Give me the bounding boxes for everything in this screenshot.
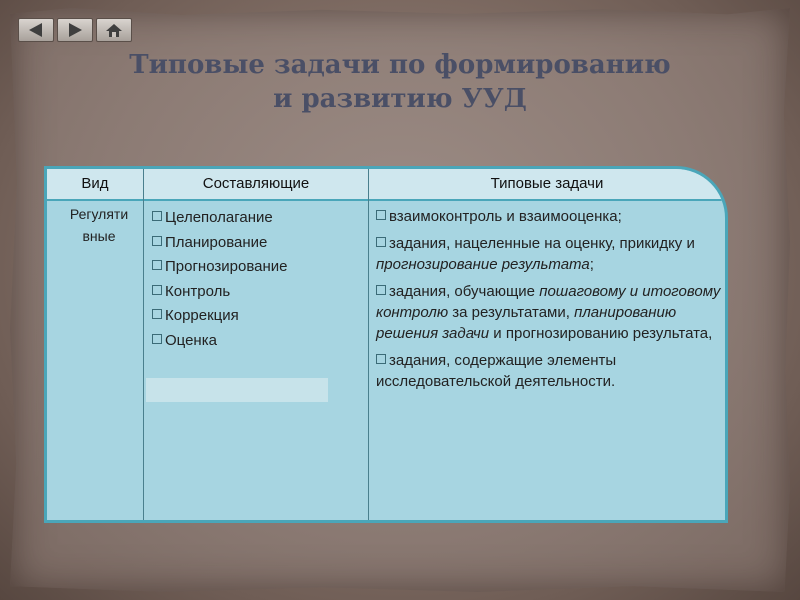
next-slide-button[interactable] [57,18,93,42]
component-label: Прогнозирование [165,258,288,275]
component-item [152,231,287,256]
checkbox-bullet-icon [152,334,162,344]
task-item [376,206,721,227]
task-text: ; [589,256,594,273]
column-divider [368,169,369,520]
task-text: задания, нацеленные на оценку, прикидку и [389,235,695,252]
typical-tasks-list [376,206,721,398]
component-label: Коррекция [165,307,239,324]
tasks-table [44,166,728,523]
checkbox-bullet-icon [152,309,162,319]
home-button[interactable] [96,18,132,42]
components-list [152,206,287,353]
header-components: Составляющие [202,175,310,192]
task-text: задания, обучающие [389,283,540,300]
column-divider [143,169,144,520]
checkbox-bullet-icon [376,237,386,247]
component-label: Целеполагание [165,209,273,226]
slide-title [60,48,740,116]
title-line-2: и развитию УУД [273,84,527,114]
checkbox-bullet-icon [376,285,386,295]
component-item [152,329,287,354]
task-text-italic: прогнозирование результата [376,256,590,273]
checkbox-bullet-icon [152,285,162,295]
checkbox-bullet-icon [376,354,386,364]
empty-highlight-row [146,378,328,402]
component-label: Контроль [165,282,231,300]
component-item [152,206,287,231]
component-item [152,255,287,280]
navigation-bar [18,18,132,42]
task-item [376,350,721,392]
checkbox-bullet-icon [152,236,162,246]
task-text-italic: планированию решения задачи [376,304,677,342]
prev-slide-button[interactable] [18,18,54,42]
arrow-left-icon [26,22,46,38]
task-text: взаимоконтроль и взаимооценка; [389,208,622,225]
title-line-1: Типовые задачи по формированию [129,50,671,80]
task-text: и прогнозированию результата, [489,325,713,342]
checkbox-bullet-icon [152,211,162,221]
type-label-part: вные [82,228,116,244]
task-item [376,281,721,344]
component-item [152,280,287,305]
type-label-part: Регуляти [69,206,129,222]
arrow-right-icon [65,22,85,38]
task-text: задания, содержащие элементы исследовательской деятельности. [376,352,617,390]
component-item [152,304,287,329]
checkbox-bullet-icon [152,260,162,270]
task-text: за результатами, [448,304,575,321]
header-vid: Вид [81,175,109,192]
header-tasks: Типовые задачи [490,175,604,192]
component-label: Оценка [165,331,217,349]
type-cell [55,203,143,247]
home-icon [104,22,124,38]
task-item [376,233,721,275]
checkbox-bullet-icon [376,210,386,220]
component-label: Планирование [165,233,268,251]
task-text-italic: пошаговому и итоговому контролю [376,283,721,321]
